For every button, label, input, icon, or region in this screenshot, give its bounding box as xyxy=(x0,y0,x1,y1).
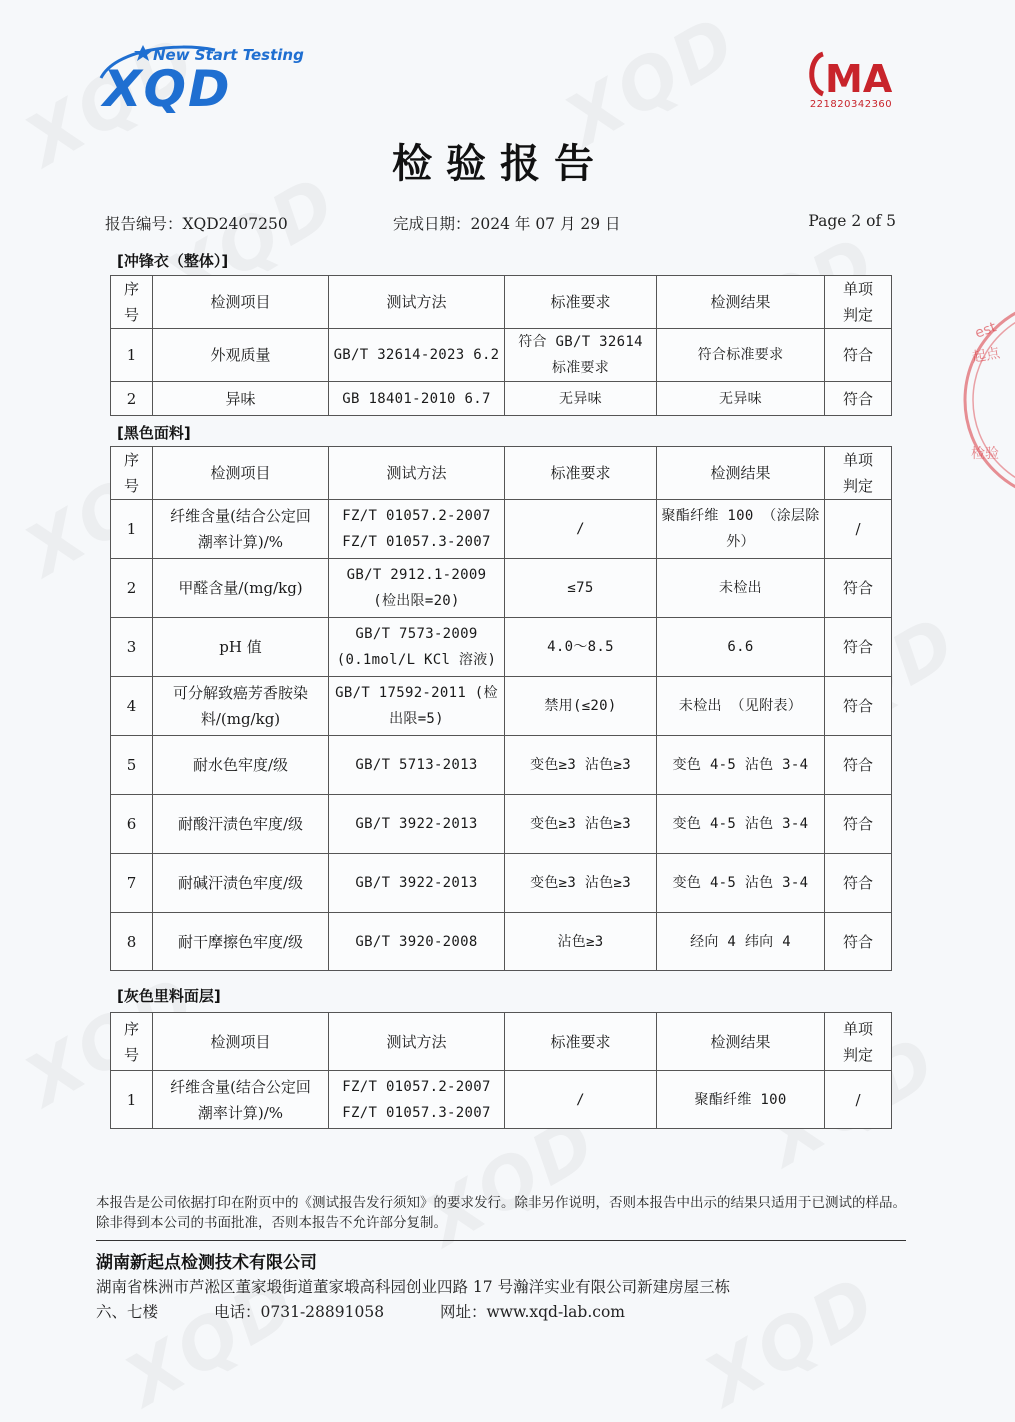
cell-result: 聚酯纤维 100 xyxy=(657,1071,825,1129)
column-header: 检测项目 xyxy=(153,276,329,329)
cell-verdict: / xyxy=(825,500,892,559)
column-header: 检测结果 xyxy=(657,1013,825,1071)
report-number: 报告编号：XQD2407250 xyxy=(105,215,288,233)
company-name: 湖南新起点检测技术有限公司 xyxy=(96,1253,317,1273)
svg-text:MA: MA xyxy=(825,57,893,101)
table-row xyxy=(111,854,892,913)
column-header: 标准要求 xyxy=(505,447,657,500)
column-header: 检测项目 xyxy=(153,447,329,500)
cell-method: GB/T 2912.1-2009 (检出限=20) xyxy=(329,559,505,618)
cell-no: 7 xyxy=(111,854,153,913)
phone: 电话：0731-28891058 xyxy=(214,1303,385,1321)
cell-no: 5 xyxy=(111,736,153,795)
page-indicator: Page 2 of 5 xyxy=(808,212,896,230)
cell-no: 4 xyxy=(111,677,153,736)
cell-requirement: 禁用(≤20) xyxy=(505,677,657,736)
completion-date: 完成日期：2024 年 07 月 29 日 xyxy=(393,215,621,233)
cell-method: GB/T 3922-2013 xyxy=(329,854,505,913)
table-row xyxy=(111,500,892,559)
cell-method: GB/T 7573-2009 (0.1mol/L KCl 溶液) xyxy=(329,618,505,677)
star-icon xyxy=(134,45,152,61)
disclaimer: 本报告是公司依据打印在附页中的《测试报告发行须知》的要求发行。除非另作说明，否则本报告中出示的结果只适用于已测试的样品。除非得到本公司的书面批准，否则本报告不允许部分复制。 xyxy=(96,1195,906,1231)
cell-result: 变色 4-5 沾色 3-4 xyxy=(657,736,825,795)
table-row xyxy=(111,1071,892,1129)
cell-result: 聚酯纤维 100 （涂层除外） xyxy=(657,500,825,559)
cell-item: 纤维含量(结合公定回潮率计算)/% xyxy=(153,1071,329,1129)
cell-method: GB/T 17592-2011 (检出限=5) xyxy=(329,677,505,736)
cell-requirement: 变色≥3 沾色≥3 xyxy=(505,795,657,854)
cell-verdict: 符合 xyxy=(825,559,892,618)
cell-requirement: 符合 GB/T 32614 标准要求 xyxy=(505,329,657,382)
cell-item: 耐酸汗渍色牢度/级 xyxy=(153,795,329,854)
cell-requirement: ≤75 xyxy=(505,559,657,618)
cell-method: FZ/T 01057.2-2007 FZ/T 01057.3-2007 xyxy=(329,500,505,559)
svg-text:检验: 检验 xyxy=(971,446,999,462)
column-header: 检测项目 xyxy=(153,1013,329,1071)
results-table xyxy=(110,275,892,416)
company-address: 湖南省株洲市芦淞区董家塅街道董家塅高科园创业四路 17 号瀚洋实业有限公司新建房屋三栋 xyxy=(96,1278,731,1296)
column-header: 序号 xyxy=(111,276,153,329)
table-row xyxy=(111,795,892,854)
cell-result: 未检出 （见附表） xyxy=(657,677,825,736)
table-header-row xyxy=(111,447,892,500)
cell-item: 甲醛含量/(mg/kg) xyxy=(153,559,329,618)
section-title: [灰色里料面层] xyxy=(117,987,221,1005)
section-title: [黑色面料] xyxy=(117,424,191,442)
cell-method: GB/T 32614-2023 6.2 xyxy=(329,329,505,382)
cell-item: 耐碱汗渍色牢度/级 xyxy=(153,854,329,913)
column-header: 标准要求 xyxy=(505,1013,657,1071)
company-logo xyxy=(95,38,304,118)
cell-requirement: 无异味 xyxy=(505,382,657,416)
cell-item: 可分解致癌芳香胺染料/(mg/kg) xyxy=(153,677,329,736)
cell-verdict: 符合 xyxy=(825,795,892,854)
company-contact xyxy=(96,1300,916,1322)
cell-requirement: / xyxy=(505,500,657,559)
cell-verdict: / xyxy=(825,1071,892,1129)
cell-result: 变色 4-5 沾色 3-4 xyxy=(657,854,825,913)
logo-tagline: New Start Testing xyxy=(153,46,304,64)
cell-verdict: 符合 xyxy=(825,736,892,795)
svg-text:est: est xyxy=(972,319,999,342)
cell-no: 2 xyxy=(111,382,153,416)
cma-code: 221820342360 xyxy=(809,99,893,110)
cell-requirement: 变色≥3 沾色≥3 xyxy=(505,854,657,913)
cell-result: 经向 4 纬向 4 xyxy=(657,913,825,971)
cell-verdict: 符合 xyxy=(825,329,892,382)
cell-no: 1 xyxy=(111,329,153,382)
section-title: [冲锋衣（整体）] xyxy=(117,252,229,270)
cell-requirement: 沾色≥3 xyxy=(505,913,657,971)
cell-result: 符合标准要求 xyxy=(657,329,825,382)
table-header-row xyxy=(111,1013,892,1071)
cell-verdict: 符合 xyxy=(825,913,892,971)
table-row xyxy=(111,382,892,416)
cell-result: 6.6 xyxy=(657,618,825,677)
column-header: 单项判定 xyxy=(825,447,892,500)
column-header: 单项判定 xyxy=(825,276,892,329)
cell-no: 8 xyxy=(111,913,153,971)
cell-method: GB/T 5713-2013 xyxy=(329,736,505,795)
cell-verdict: 符合 xyxy=(825,854,892,913)
svg-text:起点: 起点 xyxy=(970,345,1002,366)
cell-method: GB/T 3922-2013 xyxy=(329,795,505,854)
cell-no: 2 xyxy=(111,559,153,618)
cell-method: GB 18401-2010 6.7 xyxy=(329,382,505,416)
cell-result: 未检出 xyxy=(657,559,825,618)
column-header: 序号 xyxy=(111,1013,153,1071)
column-header: 检测结果 xyxy=(657,447,825,500)
cell-no: 1 xyxy=(111,500,153,559)
table-row xyxy=(111,913,892,971)
cell-no: 3 xyxy=(111,618,153,677)
column-header: 测试方法 xyxy=(329,1013,505,1071)
website: 网址：www.xqd-lab.com xyxy=(440,1303,625,1321)
cell-verdict: 符合 xyxy=(825,382,892,416)
cell-verdict: 符合 xyxy=(825,618,892,677)
table-row xyxy=(111,329,892,382)
table-row xyxy=(111,618,892,677)
column-header: 标准要求 xyxy=(505,276,657,329)
table-header-row xyxy=(111,276,892,329)
cell-result: 变色 4-5 沾色 3-4 xyxy=(657,795,825,854)
cell-item: 外观质量 xyxy=(153,329,329,382)
seal-stamp xyxy=(955,290,1015,510)
table-row xyxy=(111,559,892,618)
cell-item: 耐水色牢度/级 xyxy=(153,736,329,795)
table-row xyxy=(111,677,892,736)
column-header: 检测结果 xyxy=(657,276,825,329)
cell-no: 1 xyxy=(111,1071,153,1129)
cell-method: FZ/T 01057.2-2007 FZ/T 01057.3-2007 xyxy=(329,1071,505,1129)
cell-result: 无异味 xyxy=(657,382,825,416)
logo-text: XQD xyxy=(103,60,232,118)
column-header: 序号 xyxy=(111,447,153,500)
cell-item: 异味 xyxy=(153,382,329,416)
cell-requirement: 变色≥3 沾色≥3 xyxy=(505,736,657,795)
cell-no: 6 xyxy=(111,795,153,854)
column-header: 测试方法 xyxy=(329,276,505,329)
cell-item: pH 值 xyxy=(153,618,329,677)
cell-item: 耐干摩擦色牢度/级 xyxy=(153,913,329,971)
cell-verdict: 符合 xyxy=(825,677,892,736)
cell-item: 纤维含量(结合公定回潮率计算)/% xyxy=(153,500,329,559)
table-row xyxy=(111,736,892,795)
footer-divider xyxy=(96,1240,906,1241)
address-continued: 六、七楼 xyxy=(96,1303,159,1321)
column-header: 测试方法 xyxy=(329,447,505,500)
cell-requirement: / xyxy=(505,1071,657,1129)
report-title: 检验报告 xyxy=(392,140,608,187)
column-header: 单项判定 xyxy=(825,1013,892,1071)
cell-requirement: 4.0～8.5 xyxy=(505,618,657,677)
results-table xyxy=(110,446,892,971)
cell-method: GB/T 3920-2008 xyxy=(329,913,505,971)
results-table xyxy=(110,1012,892,1129)
